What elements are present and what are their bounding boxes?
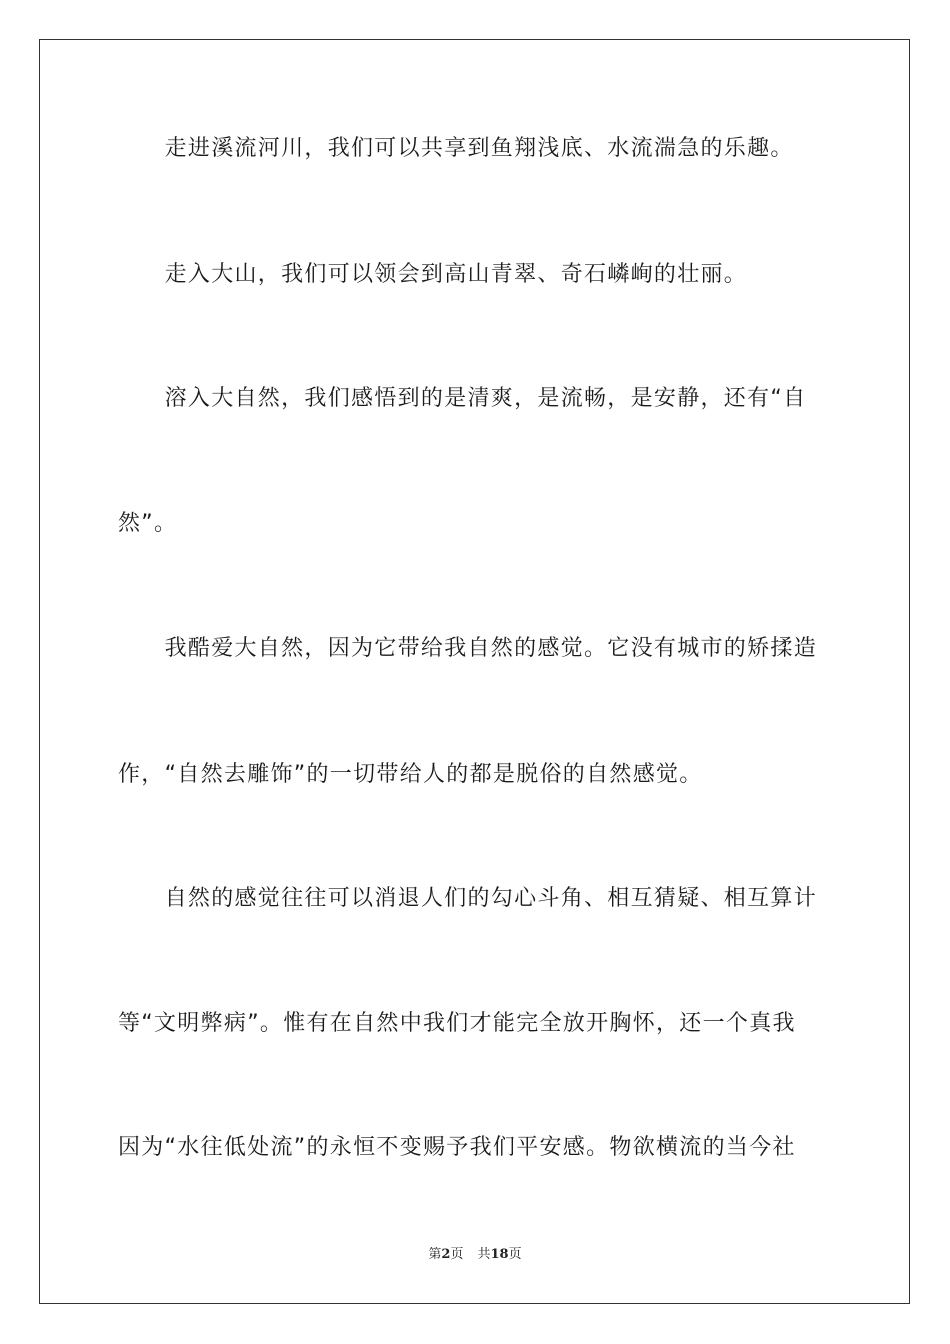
text-line: 因为“水往低处流”的永恒不变赐予我们平安感。物欲横流的当今社 [118,1135,796,1160]
text-line: 作，“自然去雕饰”的一切带给人的都是脱俗的自然感觉。 [118,762,703,787]
text-line: 溶入大自然，我们感悟到的是清爽，是流畅，是安静，还有“自 [118,386,807,411]
text-line: 自然的感觉往往可以消退人们的勾心斗角、相互猜疑、相互算计 [118,886,818,911]
page-prefix: 第 [428,1247,442,1262]
total-pages: 18 [490,1247,509,1262]
text-line: 走入大山，我们可以领会到高山青翠、奇石嶙峋的壮丽。 [118,262,748,287]
page-number: 2 [441,1247,451,1262]
text-line: 我酷爱大自然，因为它带给我自然的感觉。它没有城市的矫揉造 [118,636,818,661]
total-prefix: 共 [477,1247,491,1262]
text-line: 等“文明弊病”。惟有在自然中我们才能完全放开胸怀，还一个真我 [118,1011,796,1036]
total-suffix: 页 [508,1247,522,1262]
page-border [39,39,910,1304]
text-line: 然”。 [118,511,178,536]
page-suffix: 页 [450,1247,464,1262]
page-footer [0,1246,950,1264]
text-line: 走进溪流河川，我们可以共享到鱼翔浅底、水流湍急的乐趣。 [118,136,794,161]
